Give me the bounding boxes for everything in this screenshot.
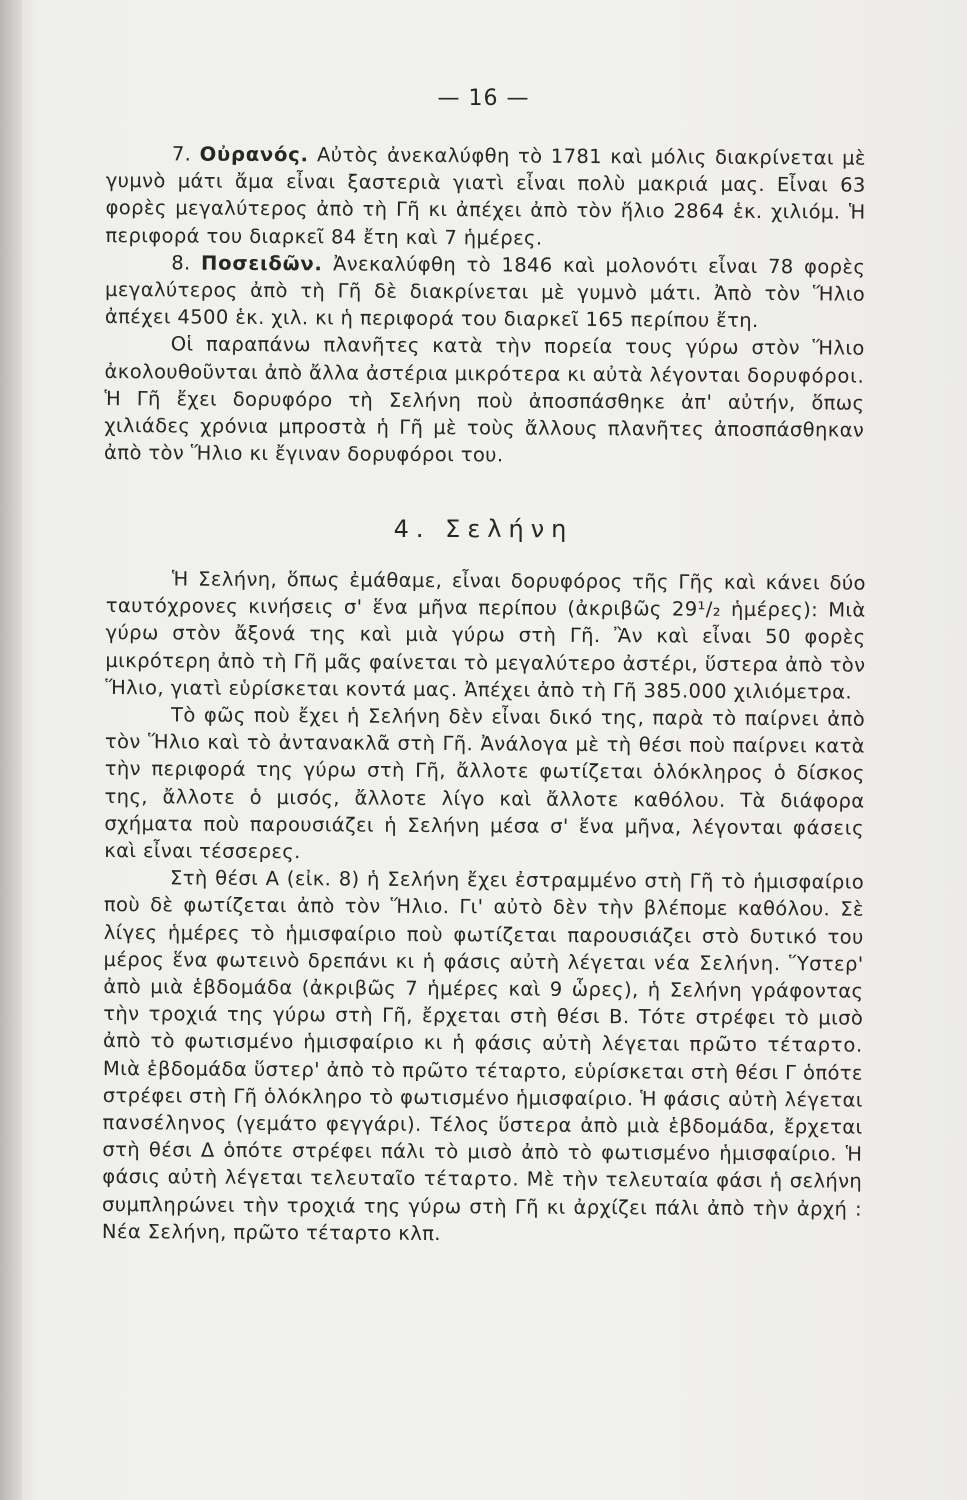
paragraph-text: Μὲ τὴν τελευταία φάσι ἡ σελήνη συμπληρώνει τὴν τροχιά της γύρω στὴ Γῆ κι ἀρχίζει πάλι ἀπὸ τὴν ἀρχή : Νέα Σελήνη, πρῶτο τέταρτο κλπ. [101,1168,863,1245]
section-title: 4. Σελήνη [393,515,574,543]
page-number: — 16 — [437,86,530,111]
planet-number: 7. [171,142,192,166]
paragraph-text: ἡμέρες): Μιὰ γύρω στὸν ἄξονά της καὶ μιὰ γύρω στὴ Γῆ. Ἂν καὶ εἶναι 50 φορὲς μικρότερη ἀπὸ τὴ Γῆ μᾶς φαίνεται τὸ μεγαλύτερο ἀστέρι, ὕστερα ἀπὸ τὸν Ἥλιο, γιατὶ εὑρίσκεται κοντά μας. Ἀπέχει ἀπὸ τὴ Γῆ 385.000 χιλιόμετρα. [105,597,866,704]
paragraph-text: Στὴ θέσι Α (εἰκ. 8) ἡ Σελήνη ἔχει ἐστραμμένο στὴ Γῆ τὸ ἡμισφαίριο ποὺ δὲ φωτίζεται ἀπὸ τὸν Ἥλιο. Γι' αὐτὸ δὲν τὴν βλέπομε καθόλου. Σὲ λίγες ἡμέρες τὸ ἡμισφαίριο ποὺ φωτίζεται παρουσιάζει στὸ δυτικό του μέρος ἕνα φωτεινὸ δρεπάνι κι ἡ φάσις αὐτὴ λέγεται [103,866,865,975]
moon-text-block [102,565,866,1250]
moon-paragraph-2 [104,701,865,869]
paragraph-text: (γεμάτο φεγγάρι). Τέλος ὕστερα ἀπὸ μιὰ ἑβδομάδα, ἔρχεται στὴ θέσι Δ ὁπότε στρέφει πάλι τὸ μισὸ ἀπὸ τὸ φωτισμένο ἡμισφαίριο. Ἡ φάσις αὐτὴ λέγεται [102,1111,863,1190]
paragraph-text: Οἱ παραπάνω πλανῆτες κατὰ τὴν πορεία τους γύρω στὸν Ἥλιο ἀκολουθοῦνται ἀπὸ ἄλλα ἀστέρια μικρότερα κι αὐτὰ λέγονται [104,332,865,387]
paragraph-text: Τὸ φῶς ποὺ ἔχει ἡ Σελήνη δὲν εἶναι δικό της, παρὰ τὸ παίρνει ἀπὸ τὸν Ἥλιο καὶ τὸ ἀντανακλᾶ στὴ Γῆ. Ἀνάλογα μὲ τὴ θέσι ποὺ παίρνει κατὰ τὴν περιφορά της γύρω στὴ Γῆ, ἄλλοτε φωτίζεται ὁλόκληρος ὁ δίσκος της, ἄλλοτε ὁ μισός, ἄλλοτε λίγο καὶ ἄλλοτε καθόλου. Τὰ διάφορα σχήματα ποὺ παρουσιάζει ἡ Σελήνη μέσα σ' ἕνα μῆνα, λέγονται [104,703,866,840]
planet-name: Οὐρανός. [199,142,309,167]
paragraph-text: Ὕστερ' ἀπὸ μιὰ ἑβδομάδα (ἀκριβῶς 7 ἡμέρες καὶ 9 ὧρες), ἡ Σελήνη γράφοντας τὴν τροχιά της γύρω στὴ Γῆ, ἔρχεται στὴ θέσι Β. Τότε στρέφει τὸ μισὸ ἀπὸ τὸ φωτισμένο ἡμισφαίριο κι ἡ φάσις αὐτὴ λέγεται [103,951,864,1057]
planet-number: 8. [171,251,191,275]
paragraph-text: καὶ εἶναι τέσσερες. [104,839,301,864]
paragraph-text: Μιὰ ἑβδομάδα ὕστερ' ἀπὸ τὸ πρῶτο τέταρτο, εὑρίσκεται στὴ θέσι Γ ὁπότε στρέφει στὴ Γῆ ὁλόκληρο τὸ φωτισμένο ἡμισφαίριο. Ἡ φάσις αὐτὴ λέγεται [102,1056,863,1112]
moon-paragraph-1 [105,565,866,706]
term-last-quarter: τελευταῖο τέταρτο. [310,1166,520,1192]
paragraph-text: Ἡ Γῆ ἔχει δορυφόρο τὴ Σελήνη ποὺ ἀποσπάσθηκε ἀπ' αὐτήν, ὅπως χιλιάδες χρόνια μπροστὰ ἡ Γῆ μὲ τοὺς ἄλλους πλανῆτες ἀποσπάσθηκαν ἀπὸ τὸν Ἥλιο κι ἔγιναν δορυφόροι του. [104,386,865,467]
term-full-moon: πανσέληνος [102,1111,228,1135]
term-phases: φάσεις [792,816,865,840]
fraction: ¹/₂ [697,597,722,621]
planets-text-block [104,140,866,471]
planet-description: Αὐτὸς ἀνεκαλύφθη τὸ 1781 καὶ μόλις διακρίνεται μὲ γυμνὸ μάτι ἄμα εἶναι ξαστεριὰ γιατὶ εἶναι πολὺ μακριά μας. Εἶναι 63 φορὲς μεγαλύτερος ἀπὸ τὴ Γῆ κι ἀπέχει ἀπὸ τὸν ἥλιο 2864 ἑκ. χιλιόμ. Ἡ περιφορά του διαρκεῖ 84 ἔτη καὶ 7 ἡμέρες. [105,143,866,250]
planet-paragraph-uranus [105,140,866,253]
page-edge-shadow [0,0,22,1500]
planet-name: Ποσειδῶν. [200,251,323,276]
satellites-paragraph [104,330,865,471]
term-satellites: δορυφόροι. [747,363,865,388]
planet-description: Ἀνεκαλύφθη τὸ 1846 καὶ μολονότι εἶναι 78 φορὲς μεγαλύτερος ἀπὸ τὴ Γῆ δὲ διακρίνεται μὲ γυμνὸ μάτι. Ἀπὸ τὸν Ἥλιο ἀπέχει 4500 ἑκ. χιλ. κι ἡ περιφορά του διαρκεῖ 165 περίπου ἔτη. [104,252,866,333]
term-new-moon: νέα Σελήνη. [653,951,782,975]
moon-paragraph-3 [102,864,864,1249]
paragraph-text: Ἡ Σελήνη, ὅπως ἐμάθαμε, εἶναι δορυφόρος τῆς Γῆς καὶ κάνει δύο ταυτόχρονες κινήσεις σ' ἕνα μῆνα περίπου (ἀκριβῶς 29 [105,567,866,621]
term-first-quarter: πρῶτο τέταρτο. [689,1033,864,1058]
planet-paragraph-neptune [105,249,865,335]
